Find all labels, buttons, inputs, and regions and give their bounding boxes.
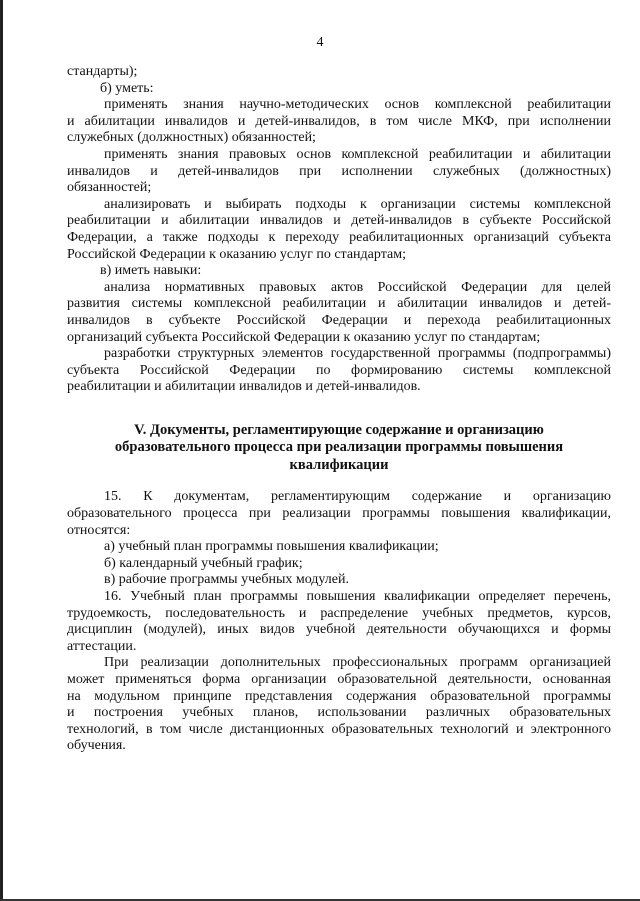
text-line: Российской Федерации к оказанию услуг по стандартам; (67, 246, 406, 262)
text-line: реабилитации и абилитации инвалидов и детей-инвалидов в субъекте Российской (67, 213, 611, 229)
heading-line: квалификации (289, 456, 389, 473)
text-line: стандарты); (67, 64, 138, 79)
text-line: инвалидов в субъекте Российской Федерации и перехода реабилитационных (67, 312, 611, 328)
heading-line: образовательного процесса при реализации программы повышения (114, 439, 564, 456)
text-line: в) иметь навыки: (100, 263, 202, 279)
text-line: разработки структурных элементов государственной программы (подпрограммы) (104, 346, 611, 362)
text-line: трудоемкость, последовательность и распределение учебных предметов, курсов, (67, 605, 611, 621)
text-line: Федерации, а также подходы к переходу реабилитационных организаций субъекта (67, 229, 611, 245)
text-line: реабилитации и абилитации инвалидов и детей-инвалидов. (67, 379, 421, 395)
text-line: развития системы комплексной реабилитации и абилитации инвалидов и детей- (67, 296, 611, 312)
section-v-text (67, 489, 611, 755)
text-line: в) рабочие программы учебных модулей. (104, 572, 349, 588)
text-line: организаций субъекта Российской Федерации к оказанию услуг по стандартам; (67, 329, 541, 345)
text-line: образовательного процесса при реализации программы повышения квалификации, (67, 505, 611, 521)
text-line: обучения. (67, 738, 126, 754)
text-line: технологий, в том числе дистанционных образовательных технологий и электронного (67, 721, 611, 737)
scan-left-edge (0, 0, 3, 901)
text-line: дисциплин (модулей), иных видов учебной деятельности обучающихся и формы (67, 622, 611, 638)
section-skills-text (67, 64, 611, 396)
text-line: применять знания правовых основ комплексной реабилитации и абилитации (104, 146, 611, 162)
page-number: 4 (316, 35, 324, 50)
text-line: аттестации. (67, 638, 137, 654)
heading-line: V. Документы, регламентирующие содержание и организацию (134, 421, 544, 438)
text-line: б) уметь: (100, 80, 154, 96)
section-v-heading (67, 422, 611, 475)
spacer (67, 474, 611, 489)
text-line: субъекта Российской Федерации по формированию системы комплексной (67, 362, 611, 378)
text-line: и построения учебных планов, использовании различных образовательных (67, 705, 611, 721)
text-line: б) календарный учебный график; (104, 555, 303, 571)
text-line: анализировать и выбирать подходы к организации системы комплексной (104, 196, 611, 212)
text-line: на модульном принципе представления содержания образовательной программы (67, 688, 611, 704)
text-line: При реализации дополнительных профессиональных программ организацией (104, 655, 611, 671)
text-line: инвалидов и детей-инвалидов при исполнении служебных (должностных) (67, 163, 611, 179)
text-line: обязанностей; (67, 180, 152, 196)
text-line: 15. К документам, регламентирующим содержание и организацию (104, 489, 611, 505)
text-line: относятся: (67, 522, 131, 538)
text-line: анализа нормативных правовых актов Российской Федерации для целей (104, 279, 611, 295)
text-line: может применяться форма организации образовательной деятельности, основанная (67, 671, 611, 687)
text-line: применять знания научно-методических основ комплексной реабилитации (104, 97, 611, 113)
text-line: а) учебный план программы повышения квалификации; (104, 539, 439, 555)
spacer (67, 396, 611, 422)
text-line: служебных (должностных) обязанностей; (67, 130, 316, 146)
text-line: 16. Учебный план программы повышения квалификации определяет перечень, (104, 588, 611, 604)
text-line: и абилитации инвалидов и детей-инвалидов, в том числе МКФ, при исполнении (67, 113, 611, 129)
